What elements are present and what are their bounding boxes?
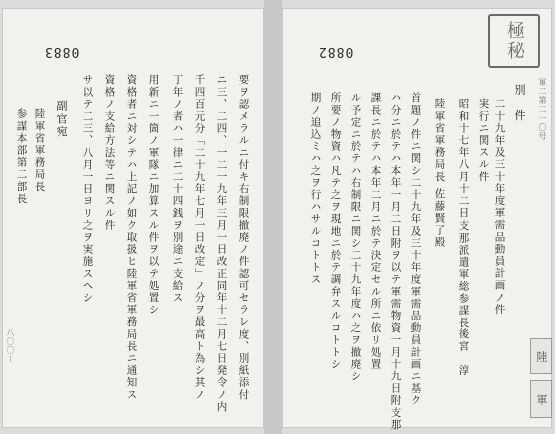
body-line-8: サ以テ二三、八月一日ヨリ之ヲ実施スヘシ xyxy=(81,74,94,304)
body-line-6: 資格者ニ対シテハ上記ノ如ク取扱ヒ陸軍省軍務局長ニ通知ス xyxy=(125,74,138,401)
subject-line-1: 二十九年及三十年度軍需品動員計画ノ件 xyxy=(493,98,506,316)
recipient-title: 陸軍省軍務局長 xyxy=(433,98,446,183)
classification-stamp: 極秘 xyxy=(488,14,540,68)
body-line-3: 千四百元分「二十九年七月一日改定」ノ分ヲ最高ト為シ其ノ xyxy=(193,74,206,401)
index-tab-1[interactable]: 陸 xyxy=(530,338,552,374)
body-line-6: 期ノ追込ミハ之ヲ行ハサルコトトス xyxy=(309,92,322,286)
right-page xyxy=(282,8,552,431)
book-gutter xyxy=(264,0,282,434)
signature-1: 陸軍省軍務局長 xyxy=(33,108,46,193)
margin-faint-text: 八〇〇ー xyxy=(6,328,15,364)
body-line-2: ニ三、二四、一二一九年三月一日改正同年十二月七日発令ノ内 xyxy=(215,74,228,413)
issuer-title: 支那派遣軍総参謀長 xyxy=(457,220,470,329)
body-line-3: 課長ニ於テハ本年二月ニ於テ決定セル所ニ依リ処置 xyxy=(369,92,382,371)
body-line-1: 首題ノ件ニ関シ二十九年及三十年度軍需品動員計画ニ基ク xyxy=(409,92,422,407)
heading: 別 件 xyxy=(513,84,526,122)
frame-number-right: 0882 xyxy=(318,44,354,59)
document-date: 昭和十七年八月十二日 xyxy=(457,98,470,219)
subject-line-2: 実行ニ関スル件 xyxy=(477,98,490,183)
body-line-7: 資格ノ支給方法等ニ関スル件 xyxy=(103,74,116,232)
issuer-name: 後宮 淳 xyxy=(457,328,470,377)
body-line-2: ハ分ニ於テハ本年一月二日附ヲ以テ軍需物資一月十九日附支那 xyxy=(389,92,402,431)
body-line-4: 丁年ノ者ハ一律ニ二十四銭ヲ別途ニ支給ス xyxy=(171,74,184,304)
body-line-5: 用新ニ一箇ノ軍隊ニ加算スル件ヲ以テ処置シ xyxy=(147,74,160,316)
body-line-4: ル予定ニ於テハ右制限ニ関シ二十九年度ハ之ヲ撤廃シ xyxy=(349,92,362,383)
index-tab-2[interactable]: 軍 xyxy=(530,380,552,418)
frame-number-left: 0883 xyxy=(44,44,80,59)
recipient-name: 佐藤賢了殿 xyxy=(433,188,446,249)
margin-label: 軍二第二一〇号 xyxy=(538,78,547,141)
signature-2: 参謀本部第二部長 xyxy=(15,108,28,205)
body-line-1: 要ヲ認メラルニ付キ右制限撤廃ノ件認可セラレ度、別紙添付 xyxy=(237,74,250,401)
addressee-title: 副官宛 xyxy=(55,100,68,138)
body-line-5: 所要ノ物資ハ凡テ之ヲ現地ニ於テ調弁スルコトトシ xyxy=(329,92,342,371)
left-page xyxy=(2,8,264,428)
